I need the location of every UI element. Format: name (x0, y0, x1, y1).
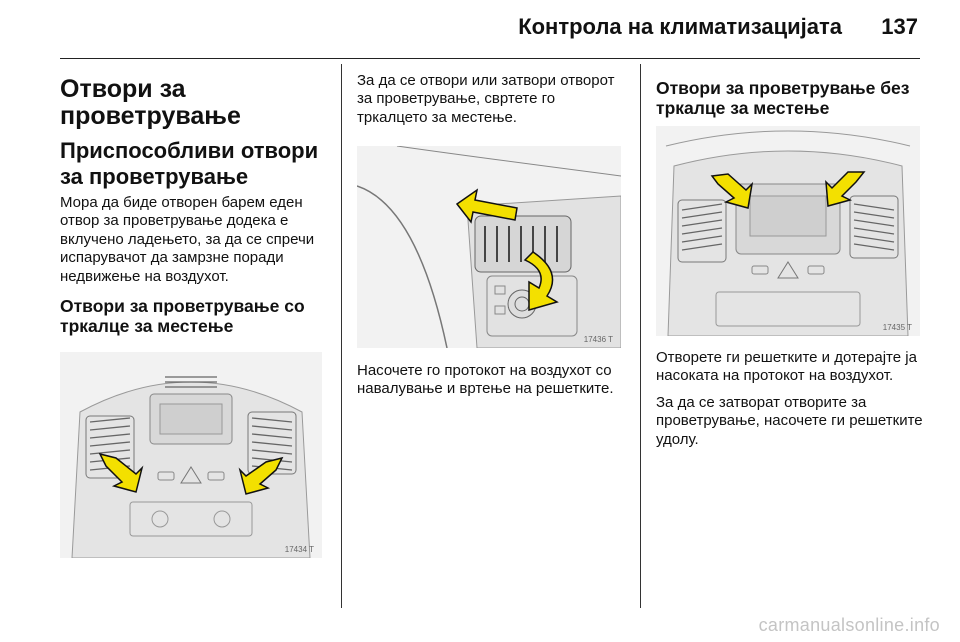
col2-paragraph-2: Насочете го протокот на воздухот со навалување и вртење на решетките. (357, 362, 614, 398)
page-header-title: Контрола на климатизацијата (518, 14, 842, 39)
subsection-heading: Приспособливи отвори за проветрување (60, 138, 319, 189)
section-heading: Отвори за проветрување (60, 75, 241, 130)
figure-side-vent-thumbwheel (357, 146, 621, 348)
dashboard-illustration (60, 352, 322, 558)
column-3 (656, 66, 926, 118)
header-rule (60, 58, 920, 59)
col3-text (656, 349, 928, 449)
column-divider-1 (341, 64, 342, 608)
figure-code: 17435 T (882, 323, 912, 332)
subsection-heading-2: Отвори за проветрување со тркалце за местење (60, 296, 305, 337)
dashboard-illustration-2 (656, 126, 920, 336)
col1-paragraph: Мора да биде отворен барем еден отвор за проветрување додека е вклучено ладењето, за да се спречи испарувачот да замрзне поради недвижење на воздухот. (60, 194, 315, 285)
figure-dashboard-vents-no-adjusters (656, 126, 920, 336)
col3-paragraph-1: Отворете ги решетките и дотерајте ја насоката на протокот на воздухот. (656, 349, 917, 385)
side-vent-illustration (357, 146, 621, 348)
column-1 (60, 66, 330, 336)
page-number: 137 (881, 14, 918, 39)
column-divider-2 (640, 64, 641, 608)
figure-code: 17436 T (583, 335, 613, 344)
col3-paragraph-2: За да се затворат отворите за проветрување, насочете ги решетките удолу. (656, 393, 923, 448)
column-2 (357, 66, 629, 127)
section-heading-col3: Отвори за проветрување без тркалце за местење (656, 78, 910, 118)
figure-code: 17434 T (284, 545, 314, 554)
figure-dashboard-vents-adjusters (60, 352, 322, 558)
footer-watermark: carmanualsonline.info (758, 615, 940, 635)
col2-paragraph-1: За да се отвори или затвори отворот за проветрување, свртете го тркалцето за местење. (357, 72, 615, 126)
